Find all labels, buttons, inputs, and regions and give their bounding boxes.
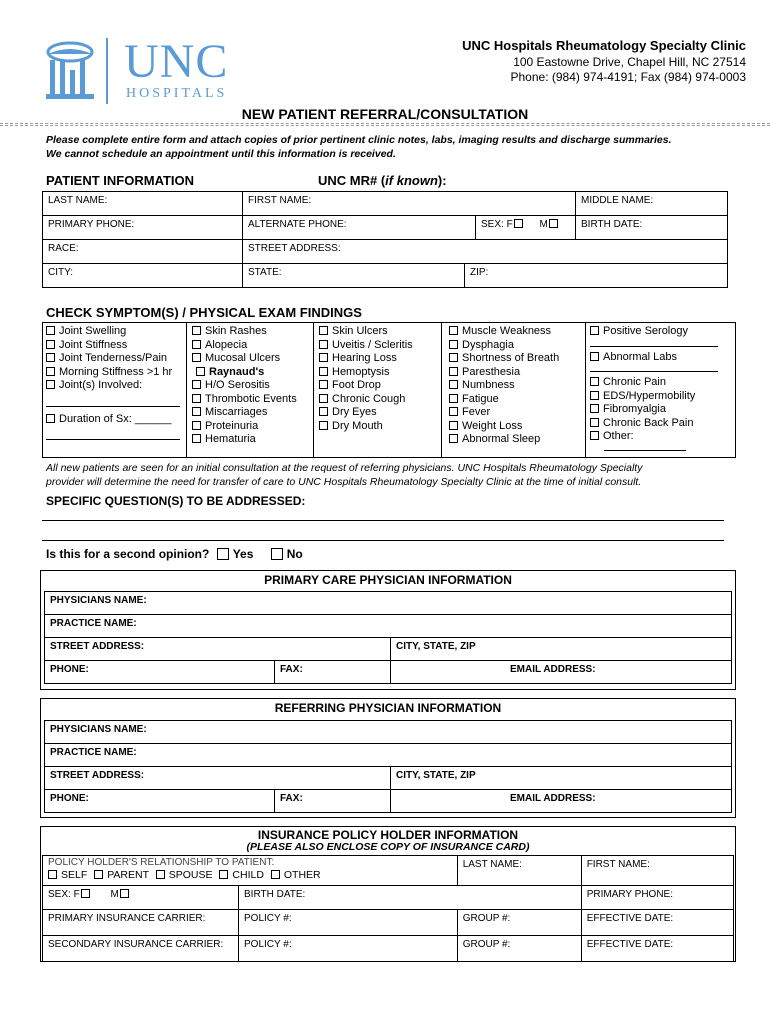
symptom-label: Hemoptysis — [332, 365, 390, 378]
symptoms-col4 — [449, 325, 559, 447]
symptoms-col5 — [590, 325, 718, 451]
questions-line-1[interactable] — [42, 520, 724, 521]
clinic-phone: Phone: (984) 974-4191; Fax (984) 974-0003 — [510, 70, 746, 84]
spouse-label: SPOUSE — [168, 869, 213, 881]
symptom-item[interactable] — [46, 366, 180, 380]
symptom-label: Abnormal Labs — [603, 350, 677, 363]
symptom-item[interactable] — [590, 376, 718, 390]
symptom-label: Fever — [462, 406, 491, 418]
ref-physician-field[interactable]: PHYSICIANS NAME: — [45, 721, 732, 744]
other-checkbox[interactable] — [271, 870, 280, 879]
ref-practice-field[interactable]: PRACTICE NAME: — [45, 744, 732, 767]
header-rule — [0, 123, 770, 126]
symptom-checkbox[interactable] — [590, 326, 599, 335]
sex-field[interactable] — [476, 216, 576, 240]
symptom-item[interactable] — [590, 325, 718, 339]
zip-field[interactable]: ZIP: — [465, 264, 728, 288]
duration-label: Duration of Sx: ______ — [59, 412, 172, 425]
symptom-item[interactable] — [319, 366, 413, 380]
symptom-checkbox[interactable] — [590, 391, 599, 400]
symptom-label: Fibromyalgia — [603, 403, 666, 415]
street-field[interactable]: STREET ADDRESS: — [243, 240, 728, 264]
symptom-label: Morning Stiffness >1 hr — [59, 365, 173, 378]
symptom-checkbox[interactable] — [46, 367, 55, 376]
symptom-label: Chronic Back Pain — [603, 416, 694, 429]
patient-table — [42, 191, 728, 288]
symptom-checkbox[interactable] — [192, 434, 201, 443]
symptom-label: Skin Ulcers — [332, 325, 388, 337]
symptom-item[interactable] — [192, 393, 297, 407]
ins-sex-m-label: M — [110, 889, 119, 900]
unc-logo — [44, 35, 254, 104]
ins-relationship-label: POLICY HOLDER'S RELATIONSHIP TO PATIENT: — [48, 857, 275, 868]
ref-street-field[interactable]: STREET ADDRESS: — [45, 767, 391, 790]
symptom-item[interactable] — [590, 390, 718, 404]
birth-date-field[interactable]: BIRTH DATE: — [576, 216, 728, 240]
second-opinion-yes-checkbox[interactable] — [217, 548, 229, 560]
second-opinion-yes-label: Yes — [232, 547, 254, 561]
symptom-checkbox[interactable] — [319, 367, 328, 376]
symptom-label: Muscle Weakness — [462, 325, 552, 337]
questions-line-2[interactable] — [42, 540, 724, 541]
symptom-label: Chronic Pain — [603, 376, 666, 388]
symptom-label: Skin Rashes — [205, 325, 267, 337]
symptom-label: Thrombotic Events — [205, 392, 297, 405]
symptom-label: Uveitis / Scleritis — [332, 338, 413, 351]
symptom-label: Hearing Loss — [332, 352, 397, 364]
symptom-checkbox[interactable] — [192, 326, 201, 335]
symptom-checkbox[interactable] — [449, 326, 458, 335]
symptom-checkbox[interactable] — [192, 353, 201, 362]
ins-sex-f-label: SEX: F — [48, 889, 80, 900]
other-label: OTHER — [283, 869, 321, 881]
symptom-checkbox[interactable] — [449, 367, 458, 376]
ref-fax-field[interactable]: FAX: — [275, 790, 391, 813]
symptom-label: Weight Loss — [462, 419, 523, 432]
parent-checkbox[interactable] — [94, 870, 103, 879]
symptom-item[interactable] — [449, 420, 559, 434]
primary-effective-field[interactable]: EFFECTIVE DATE: — [581, 910, 733, 936]
symptom-item[interactable] — [192, 406, 297, 420]
symptom-item[interactable] — [319, 339, 413, 353]
symptom-label: Fatigue — [462, 392, 499, 405]
sex-f-checkbox[interactable] — [514, 219, 523, 228]
symptom-item[interactable] — [192, 420, 297, 434]
form-title: NEW PATIENT REFERRAL/CONSULTATION — [241, 106, 529, 122]
symptom-item[interactable] — [590, 403, 718, 417]
ins-relationship-field[interactable] — [43, 856, 458, 886]
symptom-label: Alopecia — [205, 338, 248, 351]
ref-heading: REFERRING PHYSICIAN INFORMATION — [274, 701, 502, 715]
raynauds-label: Raynaud's — [209, 365, 265, 378]
ins-table — [42, 855, 734, 962]
child-label: CHILD — [232, 869, 264, 881]
logo-sub: HOSPITALS — [126, 86, 228, 101]
symptom-item[interactable] — [192, 352, 297, 366]
symptom-checkbox[interactable] — [590, 431, 599, 440]
pcp-physician-field[interactable]: PHYSICIANS NAME: — [45, 592, 732, 615]
symptom-checkbox[interactable] — [449, 407, 458, 416]
symptom-item[interactable] — [590, 417, 718, 431]
symptom-item[interactable] — [449, 406, 559, 420]
symptom-checkbox[interactable] — [449, 421, 458, 430]
symptom-item[interactable] — [590, 351, 718, 365]
second-opinion-no-checkbox[interactable] — [271, 548, 283, 560]
primary-policy-field[interactable]: POLICY #: — [239, 910, 458, 936]
clinic-address: 100 Eastowne Drive, Chapel Hill, NC 27514 — [513, 55, 746, 69]
patient-heading: PATIENT INFORMATION — [46, 173, 195, 188]
symptom-label: Joint Swelling — [59, 325, 127, 337]
symptom-label: Chronic Cough — [332, 392, 406, 405]
symptom-item[interactable] — [319, 379, 413, 393]
symptom-item[interactable] — [319, 352, 413, 366]
symptom-checkbox[interactable] — [192, 421, 201, 430]
symptom-checkbox[interactable] — [46, 353, 55, 362]
symptom-checkbox[interactable] — [319, 326, 328, 335]
symptom-checkbox[interactable] — [590, 404, 599, 413]
symptom-checkbox[interactable] — [449, 434, 458, 443]
ins-subheading: (PLEASE ALSO ENCLOSE COPY OF INSURANCE CARD) — [246, 841, 530, 853]
second-opinion-label: Is this for a second opinion? — [46, 547, 210, 561]
secondary-policy-field[interactable]: POLICY #: — [239, 936, 458, 962]
symptom-item[interactable] — [46, 352, 180, 366]
symptom-checkbox[interactable] — [46, 340, 55, 349]
symptom-label: Dry Eyes — [332, 406, 377, 418]
symptom-item[interactable] — [46, 379, 180, 393]
symptom-label: Joint Stiffness — [59, 338, 128, 351]
raynauds-checkbox[interactable] — [196, 367, 205, 376]
ref-city-field[interactable]: CITY, STATE, ZIP — [391, 767, 732, 790]
symptom-label: Foot Drop — [332, 379, 381, 391]
symptom-label: Positive Serology — [603, 325, 688, 337]
symptom-item[interactable] — [192, 379, 297, 393]
symptoms-col2 — [192, 325, 297, 447]
symptom-checkbox[interactable] — [449, 340, 458, 349]
sex-m-checkbox[interactable] — [549, 219, 558, 228]
symptom-label: Joint(s) Involved: — [59, 379, 143, 391]
sex-f-label: SEX: F — [481, 219, 513, 230]
symptom-checkbox[interactable] — [319, 380, 328, 389]
ins-primary-phone-field[interactable]: PRIMARY PHONE: — [581, 886, 733, 910]
symptom-checkbox[interactable] — [192, 340, 201, 349]
symptom-label: Abnormal Sleep — [462, 433, 541, 445]
symptoms-col3 — [319, 325, 413, 433]
ins-birth-date-field[interactable]: BIRTH DATE: — [239, 886, 582, 910]
primary-phone-field[interactable]: PRIMARY PHONE: — [43, 216, 243, 240]
symptom-checkbox[interactable] — [319, 407, 328, 416]
symptom-label: Shortness of Breath — [462, 352, 560, 364]
pcp-email-field[interactable]: EMAIL ADDRESS: — [391, 661, 732, 684]
symptom-checkbox[interactable] — [192, 394, 201, 403]
symptoms-heading: CHECK SYMPTOM(S) / PHYSICAL EXAM FINDINGS — [46, 305, 362, 320]
pcp-street-field[interactable]: STREET ADDRESS: — [45, 638, 391, 661]
symptom-checkbox[interactable] — [590, 418, 599, 427]
alternate-phone-field[interactable]: ALTERNATE PHONE: — [243, 216, 476, 240]
symptom-checkbox[interactable] — [319, 421, 328, 430]
secondary-carrier-field[interactable]: SECONDARY INSURANCE CARRIER: — [43, 936, 239, 962]
symptom-label: Numbness — [462, 379, 515, 391]
ins-last-name-field[interactable]: LAST NAME: — [457, 856, 581, 886]
symptom-item[interactable] — [319, 325, 413, 339]
ins-first-name-field[interactable]: FIRST NAME: — [581, 856, 733, 886]
symptom-label: Dysphagia — [462, 338, 514, 351]
symptom-checkbox[interactable] — [590, 352, 599, 361]
symptom-item[interactable] — [449, 433, 559, 447]
symptom-item[interactable] — [590, 430, 718, 444]
symptom-label: Joint Tenderness/Pain — [59, 352, 168, 364]
ins-sex-field[interactable] — [43, 886, 239, 910]
symptom-checkbox[interactable] — [319, 394, 328, 403]
ins-sex-f-checkbox[interactable] — [81, 889, 90, 898]
old-well-icon — [44, 40, 96, 100]
pcp-table — [44, 591, 732, 684]
symptom-item[interactable] — [449, 352, 559, 366]
note-line1: All new patients are seen for an initial consultation at the request of referring physicians. UNC Hospitals Rheumatology Specialty — [46, 462, 643, 474]
clinic-name: UNC Hospitals Rheumatology Specialty Clinic — [462, 38, 746, 53]
symptom-item[interactable] — [46, 339, 180, 353]
pcp-practice-field[interactable]: PRACTICE NAME: — [45, 615, 732, 638]
ins-heading: INSURANCE POLICY HOLDER INFORMATION — [257, 828, 519, 842]
state-field[interactable]: STATE: — [243, 264, 465, 288]
ref-table — [44, 720, 732, 813]
city-field[interactable]: CITY: — [43, 264, 243, 288]
symptom-item[interactable] — [449, 339, 559, 353]
middle-name-field[interactable]: MIDDLE NAME: — [576, 192, 728, 216]
ref-phone-field[interactable]: PHONE: — [45, 790, 275, 813]
symptom-label: Miscarriages — [205, 406, 268, 418]
symptom-item[interactable] — [192, 325, 297, 339]
race-field[interactable]: RACE: — [43, 240, 243, 264]
symptom-item[interactable] — [449, 325, 559, 339]
secondary-group-field[interactable]: GROUP #: — [457, 936, 581, 962]
note-line2: provider will determine the need for transfer of care to UNC Hospitals Rheumatology Specialty Clinic at the time of initial consult. — [46, 476, 642, 488]
pcp-phone-field[interactable]: PHONE: — [45, 661, 275, 684]
ref-email-field[interactable]: EMAIL ADDRESS: — [391, 790, 732, 813]
instructions-line1: Please complete entire form and attach copies of prior pertinent clinic notes, labs, imaging results and discharge summaries. — [46, 134, 672, 146]
symptom-item[interactable] — [319, 406, 413, 420]
symptom-checkbox[interactable] — [46, 380, 55, 389]
symptom-checkbox[interactable] — [319, 340, 328, 349]
symptom-label: Other: — [603, 430, 634, 442]
symptom-item[interactable] — [192, 339, 297, 353]
symptom-checkbox[interactable] — [590, 377, 599, 386]
symptom-label: H/O Serositis — [205, 379, 270, 391]
sex-m-label: M — [539, 219, 548, 230]
symptom-item[interactable] — [449, 366, 559, 380]
symptom-label: EDS/Hypermobility — [603, 389, 696, 402]
child-checkbox[interactable] — [219, 870, 228, 879]
primary-carrier-field[interactable]: PRIMARY INSURANCE CARRIER: — [43, 910, 239, 936]
pcp-city-field[interactable]: CITY, STATE, ZIP — [391, 638, 732, 661]
symptom-checkbox[interactable] — [449, 380, 458, 389]
symptom-label: Paresthesia — [462, 365, 521, 378]
pcp-fax-field[interactable]: FAX: — [275, 661, 391, 684]
symptom-item[interactable] — [449, 379, 559, 393]
symptom-checkbox[interactable] — [319, 353, 328, 362]
second-opinion-no-label: No — [286, 547, 303, 561]
duration-checkbox[interactable] — [46, 414, 55, 423]
mrn-label: UNC MR# (if known): — [318, 173, 447, 188]
instructions-line2: We cannot schedule an appointment until this information is received. — [46, 148, 396, 160]
spouse-checkbox[interactable] — [156, 870, 165, 879]
symptom-checkbox[interactable] — [46, 326, 55, 335]
self-checkbox[interactable] — [48, 870, 57, 879]
symptom-item[interactable] — [46, 325, 180, 339]
pcp-heading: PRIMARY CARE PHYSICIAN INFORMATION — [264, 573, 512, 587]
self-label: SELF — [61, 869, 88, 881]
symptom-item[interactable] — [319, 393, 413, 407]
symptom-label: Dry Mouth — [332, 419, 383, 432]
symptom-label: Proteinuria — [205, 419, 259, 432]
logo-brand: UNC — [124, 35, 229, 88]
symptom-checkbox[interactable] — [192, 407, 201, 416]
parent-label: PARENT — [107, 869, 149, 881]
first-name-field[interactable]: FIRST NAME: — [243, 192, 576, 216]
symptom-checkbox[interactable] — [449, 353, 458, 362]
primary-group-field[interactable]: GROUP #: — [457, 910, 581, 936]
symptom-item[interactable] — [192, 433, 297, 447]
last-name-field[interactable]: LAST NAME: — [43, 192, 243, 216]
symptom-item[interactable] — [319, 420, 413, 434]
questions-heading: SPECIFIC QUESTION(S) TO BE ADDRESSED: — [46, 494, 306, 508]
symptoms-col1 — [46, 325, 180, 440]
secondary-effective-field[interactable]: EFFECTIVE DATE: — [581, 936, 733, 962]
ins-sex-m-checkbox[interactable] — [120, 889, 129, 898]
symptom-item[interactable] — [449, 393, 559, 407]
symptom-label: Mucosal Ulcers — [205, 352, 281, 364]
symptom-checkbox[interactable] — [449, 394, 458, 403]
symptom-label: Hematuria — [205, 433, 256, 445]
symptom-checkbox[interactable] — [192, 380, 201, 389]
